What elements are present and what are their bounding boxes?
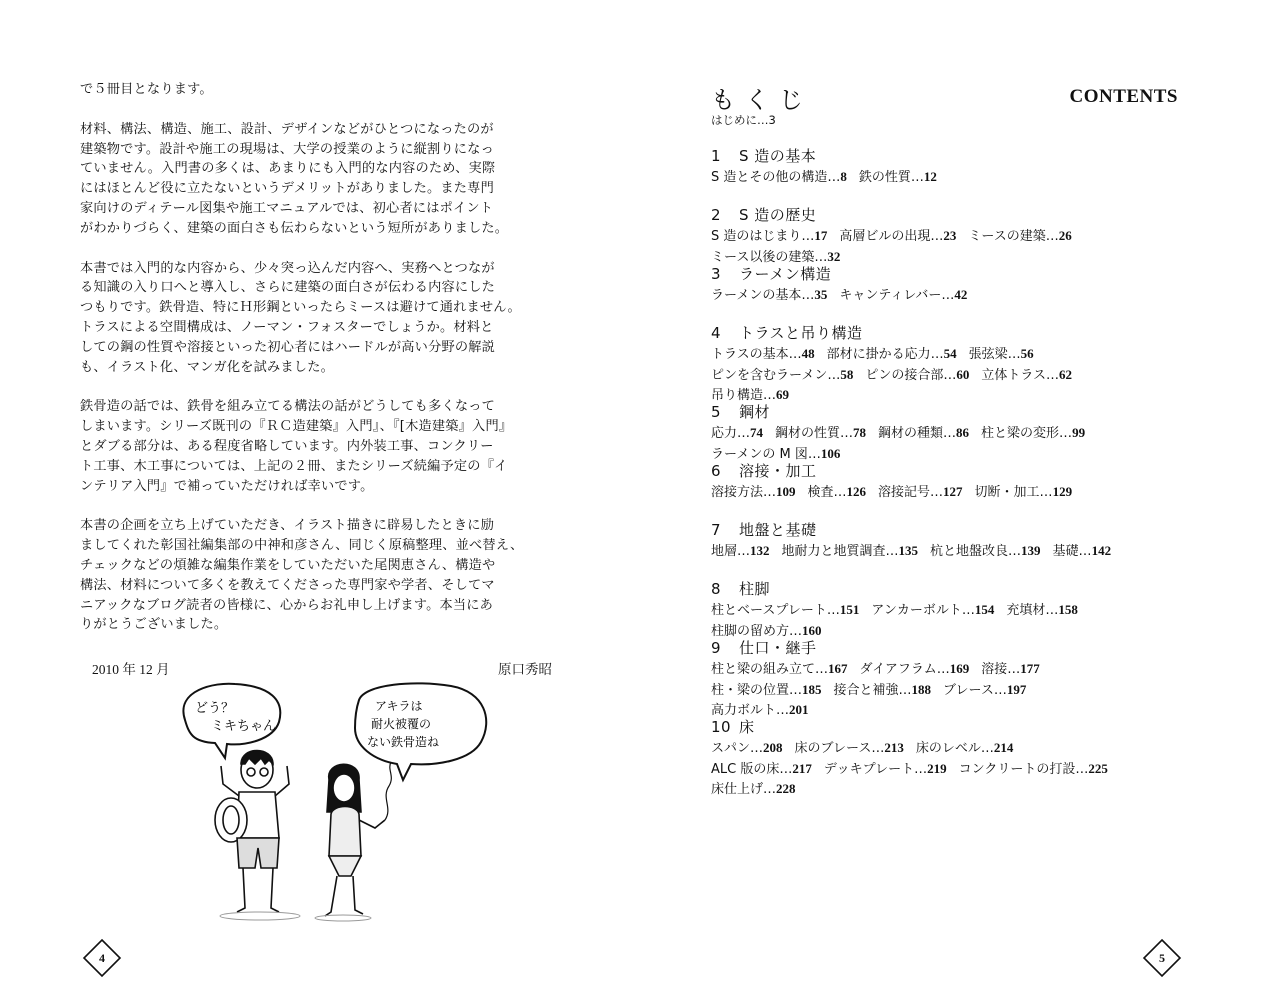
chapter-title: [711, 520, 1181, 541]
toc-entry-page: 135: [898, 543, 919, 558]
toc-entry-page: 32: [827, 248, 841, 264]
woman-figure: [325, 762, 391, 916]
chapter-title: [711, 205, 1181, 226]
toc-entry-line: [711, 344, 1181, 365]
chapter-title: [711, 323, 1181, 344]
toc-entry: [808, 485, 867, 500]
toc-entry: [1053, 544, 1112, 559]
page-number-badge: [1142, 938, 1182, 978]
toc-chapter: [711, 264, 1181, 323]
toc-entry: [711, 368, 853, 383]
chapter-title: [711, 264, 1181, 285]
toc-entry: [860, 662, 970, 677]
toc-entry-label: 基礎…: [1052, 544, 1092, 559]
bubble-right-line: 耐火被覆の: [371, 717, 432, 731]
toc-entry-page: 185: [802, 681, 822, 697]
toc-entry-label: 鋼材の種類…: [878, 426, 957, 441]
toc-entry-page: 188: [911, 681, 932, 697]
bubble-left-line: どう？: [195, 701, 235, 716]
toc-chapter: [711, 638, 1181, 717]
bubble-right-line: ない鉄骨造ね: [367, 735, 440, 749]
toc-entry-page: 127: [943, 484, 963, 499]
toc-entry: [711, 229, 827, 244]
toc-entry: [824, 762, 947, 777]
speech-bubble-left: [183, 684, 280, 758]
toc-entry: [775, 426, 866, 441]
toc-entry-label: 切断・加工…: [974, 485, 1053, 500]
chapter-title-text: トラスと吊り構造: [739, 324, 863, 342]
toc-entry: [930, 544, 1041, 559]
toc-entry-line: [711, 738, 1181, 759]
toc-entry-page: 12: [923, 169, 937, 184]
chapter-number: 9: [711, 639, 722, 657]
toc-entry: [711, 447, 840, 462]
toc-entry: [711, 288, 827, 303]
toc-entry-page: 56: [1020, 346, 1034, 361]
toc-entry-page: 99: [1072, 425, 1086, 440]
toc-entry-page: 69: [776, 387, 790, 402]
toc-entry-page: 197: [1006, 681, 1027, 697]
toc-entry: [959, 762, 1108, 777]
chapter-title: [711, 579, 1181, 600]
toc-entry: [981, 662, 1040, 677]
toc-chapter: [711, 717, 1181, 796]
toc-entry-page: 208: [763, 740, 783, 755]
chapter-number: 5: [711, 403, 722, 421]
toc-entry-page: 169: [949, 661, 970, 676]
toc-entry-label: ピンの接合部…: [865, 367, 957, 383]
toc-entry-page: 8: [840, 169, 847, 184]
toc-entry-line: [711, 423, 1181, 444]
toc-entry-label: 立体トラス…: [981, 367, 1059, 383]
toc-entry-label: 柱とベースプレート…: [711, 603, 840, 618]
toc-entry-label: 鉄の性質…: [858, 170, 924, 185]
chapter-number: 1: [711, 147, 722, 165]
chapter-title-text: 地盤と基礎: [739, 521, 817, 539]
toc-entry: [711, 703, 809, 718]
toc-entry: [711, 170, 847, 185]
toc-entry-label: 充填材…: [1006, 603, 1059, 618]
toc-entry-page: 58: [840, 366, 854, 382]
toc-entry: [968, 229, 1071, 244]
toc-entry-page: 109: [776, 484, 796, 499]
toc-entry: [969, 347, 1034, 362]
toc-heading: もくじ: [711, 86, 813, 114]
afterword-paragraph: 本書の企画を立ち上げていただき、イラスト描きに辟易したときに励 ましてくれた彰国社編集部の中神和彦さん、同じく原稿整理、並べ替え、 チェックなどの煩雑な編集作業をしていただいた尾関恵さん、構造や 構法、材料について多くを教えてくださった専門家や学者、そしてマ ニアックなブログ読者の皆様に、心からお礼申し上げます。本当にあ りがとうございました。: [80, 518, 524, 633]
toc-entry-label: ブレース…: [943, 682, 1007, 698]
toc-entry-page: 126: [846, 484, 867, 499]
bubble-left-line: ミキちゃん: [211, 719, 277, 734]
toc-entry: [711, 782, 796, 797]
toc-intro: はじめに…3: [711, 113, 776, 127]
toc-entry-page: 201: [789, 702, 809, 717]
page-number-badge: [82, 938, 122, 978]
toc-chapter: [711, 323, 1181, 402]
toc-entry: [878, 426, 969, 441]
toc-entry: [711, 603, 859, 618]
toc-entry-label: 張弦梁…: [968, 347, 1021, 362]
toc-chapter: [711, 146, 1181, 205]
toc-entry-label: 地耐力と地質調査…: [781, 544, 899, 559]
cartoon-illustration: [175, 680, 505, 925]
toc-entry-label: 柱脚の留め方…: [711, 623, 803, 639]
toc-entry-page: 139: [1021, 543, 1041, 558]
toc-entry-label: ラーメンの基本…: [711, 288, 815, 303]
toc-entry-line: [711, 759, 1181, 780]
toc-entry: [871, 603, 994, 618]
toc-entry-page: 26: [1058, 228, 1072, 243]
toc-entry-label: 柱と梁の組み立て…: [711, 662, 829, 677]
toc-entry-label: ラーメンの M 図…: [711, 446, 821, 462]
toc-entry: [865, 368, 969, 383]
toc-entry-page: 132: [750, 543, 770, 558]
toc-entry-page: 225: [1088, 760, 1108, 776]
toc-entry-label: 地層…: [711, 544, 751, 559]
chapter-title: [711, 461, 1181, 482]
toc-entry-page: 23: [943, 228, 957, 243]
toc-entry: [711, 485, 796, 500]
toc-entry-line: [711, 541, 1181, 562]
afterword-paragraph: 本書では入門的な内容から、少々突っ込んだ内容へ、実務へとつなが る知識の入り口へと導入し、さらに建築の面白さが伝わる内容にした つもりです。鉄骨造、特にＨ形鋼といったらミースは避けて通れません。 トラスによる空間構成は、ノーマン・フォスターでしょうか。材料と しての鋼の性質や溶接といった初心者にはハードルが高い分野の解説 も、イラスト化、マンガ化を試みました。: [80, 260, 521, 375]
chapter-number: 3: [711, 265, 722, 283]
toc-entry-line: [711, 167, 1181, 188]
chapter-title-text: S 造の基本: [739, 147, 817, 165]
ground-shadow: [220, 912, 300, 920]
toc-entry-page: 217: [792, 760, 812, 776]
signature-date: 2010 年 12 月: [92, 662, 170, 677]
toc-entry-label: キャンティレバー…: [839, 288, 955, 303]
page-number: 5: [1159, 951, 1165, 965]
toc-entry-label: 床仕上げ…: [711, 782, 777, 797]
toc-entry: [981, 426, 1085, 441]
toc-entry-label: 柱と梁の変形…: [981, 426, 1073, 441]
toc-entry-label: 高層ビルの出現…: [839, 229, 944, 244]
toc-entry-label: ALC 版の床…: [711, 761, 793, 777]
toc-entry-label: 溶接…: [981, 662, 1021, 677]
chapter-number: 4: [711, 324, 722, 342]
toc-entry: [711, 426, 763, 441]
toc-entry: [711, 388, 789, 403]
chapter-title: [711, 146, 1181, 167]
afterword-paragraph: 鉄骨造の話では、鉄骨を組み立てる構法の話がどうしても多くなって しまいます。シリーズ既刊の『ＲＣ造建築』入門』、『[木造建築』入門』 とダブる部分は、ある程度省略しています。内外装工事、コンクリー ト工事、木工事については、上記の２冊、またシリーズ続編予定の『イ ンテリア入門』で補っていただければ幸いです。: [80, 399, 513, 494]
toc-entry-page: 74: [750, 425, 764, 440]
toc-entry-page: 17: [814, 228, 828, 243]
toc-entry-label: ピンを含むラーメン…: [711, 367, 841, 383]
chapter-title-text: 柱脚: [739, 580, 771, 598]
signature-author: 原口秀昭: [498, 662, 552, 678]
toc-entry: [795, 741, 904, 756]
toc-entry-label: 高力ボルト…: [711, 703, 790, 718]
ground-shadow: [315, 915, 371, 921]
speech-bubble-right: [355, 683, 486, 780]
toc-entry: [711, 662, 848, 677]
toc-entry: [711, 741, 783, 756]
toc-entry: [711, 347, 815, 362]
toc-entry-label: 鋼材の性質…: [775, 426, 854, 441]
toc-entry-page: 219: [927, 760, 947, 776]
toc-entry-line: [711, 600, 1181, 621]
chapter-number: 2: [711, 206, 722, 224]
toc-entry: [782, 544, 919, 559]
toc-entry-label: 溶接方法…: [711, 485, 777, 500]
toc-entry-label: ダイアフラム…: [859, 662, 950, 677]
toc-entry-label: 杭と地盤改良…: [930, 544, 1022, 559]
toc-entry: [711, 762, 812, 777]
afterword-paragraph: で５冊目となります。: [80, 82, 213, 97]
toc-entry-line: [711, 285, 1181, 306]
chapter-number: 10: [711, 718, 732, 736]
toc-entry: [827, 347, 957, 362]
toc-entry-page: 158: [1058, 602, 1078, 617]
toc-entry-page: 213: [884, 740, 904, 755]
toc-entry-page: 106: [820, 445, 841, 461]
toc-entry-label: 溶接記号…: [878, 485, 944, 500]
toc-entry-label: トラスの基本…: [711, 347, 802, 362]
chapter-number: 6: [711, 462, 722, 480]
toc-entry-page: 86: [956, 425, 970, 440]
toc-chapter: [711, 461, 1181, 520]
chapter-title-text: 仕口・継手: [739, 639, 817, 657]
toc-entry-line: [711, 365, 1181, 386]
toc-chapter: [711, 579, 1181, 638]
toc-entry-page: 142: [1091, 543, 1112, 558]
toc-list: [711, 146, 1181, 796]
toc-entry-label: コンクリートの打設…: [958, 761, 1089, 777]
toc-entry-page: 214: [993, 740, 1014, 755]
toc-entry: [943, 683, 1026, 698]
toc-entry-page: 35: [814, 287, 828, 302]
toc-entry-page: 167: [828, 661, 848, 676]
toc-entry-label: 吊り構造…: [711, 388, 777, 403]
man-figure: [215, 751, 289, 913]
page-number: 4: [99, 951, 105, 965]
toc-entry: [711, 250, 840, 265]
toc-entry-page: 151: [839, 602, 860, 617]
toc-entry-page: 60: [956, 366, 970, 382]
chapter-title-text: 鋼材: [739, 403, 771, 421]
toc-entry-label: 検査…: [807, 485, 847, 500]
toc-entry: [839, 288, 967, 303]
toc-entry: [878, 485, 963, 500]
toc-entry: [834, 683, 932, 698]
chapter-number: 7: [711, 521, 722, 539]
toc-entry-label: 床のレベル…: [915, 741, 994, 756]
toc-entry-line: [711, 779, 1181, 800]
toc-entry-page: 160: [802, 622, 822, 638]
toc-entry-line: [711, 226, 1181, 247]
toc-entry: [839, 229, 956, 244]
signature-row: [92, 658, 552, 678]
toc-entry: [711, 624, 822, 639]
afterword-text: [80, 80, 552, 655]
toc-entry-page: 129: [1052, 484, 1073, 499]
toc-entry: [975, 485, 1073, 500]
toc-entry-label: デッキプレート…: [823, 761, 928, 777]
toc-entry-label: 応力…: [711, 426, 751, 441]
toc-entry-label: S 造とその他の構造…: [711, 170, 841, 185]
afterword-paragraph: 材料、構法、構造、施工、設計、デザインなどがひとつになったのが 建築物です。設計や施工の現場は、大学の授業のように縦割りになっ ていません。入門書の多くは、あまりにも入門的な内容のため、実際 にはほとんど役に立たないというデメリットがありました。また専門 家向けのディテール図集や施工マニュアルでは、初心者にはポイント がわかりづらく、建築の面白さも伝わらないという短所がありました。: [80, 121, 509, 236]
toc-entry-label: 床のブレース…: [794, 741, 885, 756]
chapter-title-text: 床: [739, 718, 755, 736]
toc-entry-page: 54: [943, 346, 957, 361]
toc-entry-label: ミース以後の建築…: [711, 249, 828, 265]
toc-entry-page: 78: [853, 425, 867, 440]
toc-entry-label: ミースの建築…: [968, 229, 1059, 244]
toc-chapter: [711, 402, 1181, 461]
chapter-title-text: ラーメン構造: [739, 265, 832, 283]
toc-chapter: [711, 520, 1181, 579]
toc-entry: [859, 170, 937, 185]
bubble-right-line: アキラは: [375, 699, 423, 713]
toc-entry-page: 154: [974, 602, 995, 617]
chapter-number: 8: [711, 580, 722, 598]
toc-entry-label: 接合と補強…: [833, 682, 912, 698]
toc-entry-label: S 造のはじまり…: [711, 229, 815, 244]
toc-entry: [916, 741, 1014, 756]
toc-entry-label: 部材に掛かる応力…: [826, 347, 944, 362]
toc-entry-page: 228: [776, 781, 796, 796]
toc-entry-label: 柱・梁の位置…: [711, 682, 803, 698]
toc-entry-line: [711, 482, 1181, 503]
toc-entry: [981, 368, 1072, 383]
toc-entry: [711, 544, 770, 559]
toc-entry-page: 62: [1059, 366, 1072, 382]
toc-entry-label: スパン…: [711, 741, 764, 756]
toc-entry-line: [711, 680, 1181, 701]
toc-entry-line: [711, 659, 1181, 680]
chapter-title-text: S 造の歴史: [739, 206, 817, 224]
toc-entry: [711, 683, 822, 698]
chapter-title-text: 溶接・加工: [739, 462, 817, 480]
chapter-title: [711, 638, 1181, 659]
toc-heading-en: CONTENTS: [1069, 86, 1178, 107]
toc-entry-page: 177: [1020, 661, 1040, 676]
toc-entry-page: 48: [801, 346, 815, 361]
toc-chapter: [711, 205, 1181, 264]
toc-entry-page: 42: [954, 287, 968, 302]
toc-entry: [1006, 603, 1078, 618]
toc-entry-label: アンカーボルト…: [871, 603, 975, 618]
